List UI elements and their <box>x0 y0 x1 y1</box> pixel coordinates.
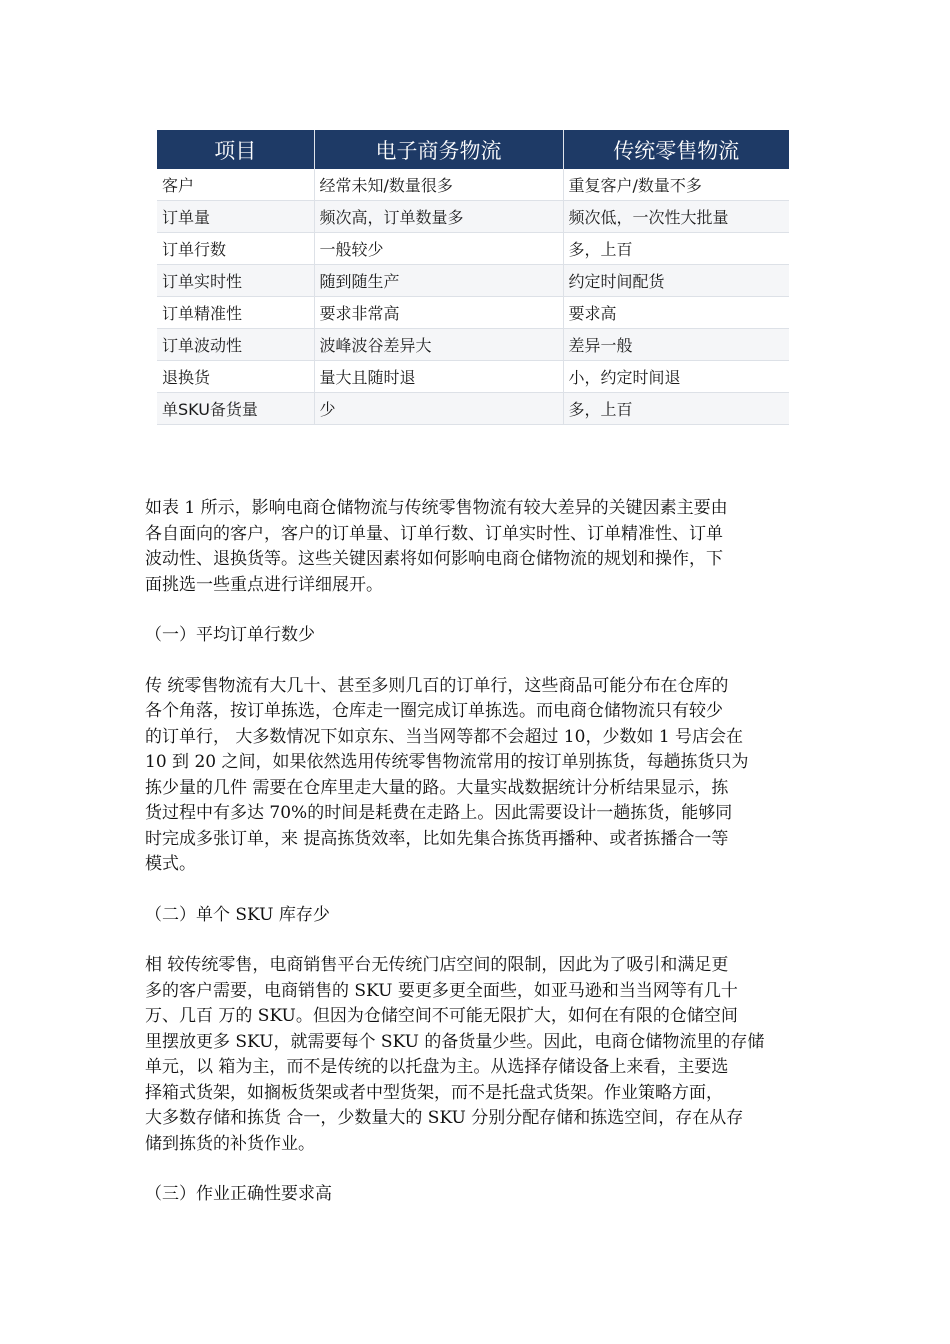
text-line: 大多数存储和拣货 合一，少数量大的 SKU 分别分配存储和拣选空间，存在从存 <box>145 1108 744 1128</box>
text-line: 时完成多张订单，来 提高拣货效率，比如先集合拣货再播种、或者拣播合一等 <box>145 828 729 849</box>
table-cell: 频次高，订单数量多 <box>314 201 563 233</box>
text-line: 储到拣货的补货作业。 <box>145 1133 315 1154</box>
text-line: 里摆放更多 SKU，就需要每个 SKU 的备货量少些。因此，电商仓储物流里的存储 <box>145 1031 765 1052</box>
text-line: 如表 1 所示，影响电商仓储物流与传统零售物流有较大差异的关键因素主要由 <box>145 498 728 518</box>
table-cell: 要求非常高 <box>314 297 563 329</box>
section1-paragraph <box>145 674 807 878</box>
table-cell: 重复客户/数量不多 <box>563 169 789 201</box>
table-row <box>157 393 789 425</box>
table-cell: 订单精准性 <box>157 297 314 329</box>
section-heading-1: （一）平均订单行数少 <box>145 625 315 645</box>
text-line: 面挑选一些重点进行详细展开。 <box>145 574 383 595</box>
text-line: 模式。 <box>145 854 196 874</box>
text-line: 择箱式货架，如搁板货架或者中型货架，而不是托盘式货架。作业策略方面， <box>145 1082 723 1103</box>
table-cell: 少 <box>314 393 563 425</box>
section-heading-2: （二）单个 SKU 库存少 <box>145 904 330 925</box>
text-line: 货过程中有多达 70%的时间是耗费在走路上。因此需要设计一趟拣货，能够同 <box>145 803 733 823</box>
table-cell: 订单量 <box>157 201 314 233</box>
table-cell: 一般较少 <box>314 233 563 265</box>
intro-paragraph <box>145 496 807 598</box>
table-cell: 订单实时性 <box>157 265 314 297</box>
text-line: 拣少量的几件 需要在仓库里走大量的路。大量实战数据统计分析结果显示，拣 <box>145 777 729 798</box>
table-cell: 频次低，一次性大批量 <box>563 201 789 233</box>
table-cell: 退换货 <box>157 361 314 393</box>
table-cell: 订单行数 <box>157 233 314 265</box>
text-line: 相 较传统零售，电商销售平台无传统门店空间的限制，因此为了吸引和满足更 <box>145 955 729 975</box>
table-cell: 订单波动性 <box>157 329 314 361</box>
table-header-row <box>157 130 789 169</box>
text-line: 多的客户需要，电商销售的 SKU 要更多更全面些，如亚马逊和当当网等有几十 <box>145 980 738 1001</box>
table-cell: 约定时间配货 <box>563 265 789 297</box>
comparison-table <box>157 130 789 425</box>
table-cell: 单SKU备货量 <box>157 393 314 425</box>
text-line: 传 统零售物流有大几十、甚至多则几百的订单行，这些商品可能分布在仓库的 <box>145 675 729 696</box>
text-line: 单元，以 箱为主，而不是传统的以托盘为主。从选择存储设备上来看，主要选 <box>145 1057 729 1077</box>
section-heading-3: （三）作业正确性要求高 <box>145 1184 332 1204</box>
text-line: 各自面向的客户，客户的订单量、订单行数、订单实时性、订单精准性、订单 <box>145 523 723 544</box>
section2-paragraph <box>145 953 807 1157</box>
table-row <box>157 233 789 265</box>
text-line: 波动性、退换货等。这些关键因素将如何影响电商仓储物流的规划和操作，下 <box>145 549 723 569</box>
text-line: 各个角落，按订单拣选，仓库走一圈完成订单拣选。而电商仓储物流只有较少 <box>145 701 723 721</box>
header-ecommerce-logistics: 电子商务物流 <box>314 130 563 169</box>
table-row <box>157 329 789 361</box>
table-cell: 差异一般 <box>563 329 789 361</box>
table-cell: 经常未知/数量很多 <box>314 169 563 201</box>
table-cell: 小，约定时间退 <box>563 361 789 393</box>
text-line: 的订单行， 大多数情况下如京东、当当网等都不会超过 10，少数如 1 号店会在 <box>145 726 744 747</box>
header-traditional-retail-logistics: 传统零售物流 <box>563 130 789 169</box>
table-cell: 客户 <box>157 169 314 201</box>
table-cell: 多，上百 <box>563 393 789 425</box>
table-row <box>157 361 789 393</box>
table-cell: 随到随生产 <box>314 265 563 297</box>
header-item: 项目 <box>157 130 314 169</box>
table-row <box>157 265 789 297</box>
table-cell: 要求高 <box>563 297 789 329</box>
table-cell: 波峰波谷差异大 <box>314 329 563 361</box>
table-cell: 量大且随时退 <box>314 361 563 393</box>
table-row <box>157 297 789 329</box>
table-row <box>157 201 789 233</box>
comparison-table-image <box>157 130 789 421</box>
text-line: 万、几百 万的 SKU。但因为仓储空间不可能无限扩大，如何在有限的仓储空间 <box>145 1006 738 1026</box>
table-cell: 多，上百 <box>563 233 789 265</box>
article-body <box>145 496 807 1233</box>
text-line: 10 到 20 之间，如果依然选用传统零售物流常用的按订单别拣货，每趟拣货只为 <box>145 752 749 772</box>
table-row <box>157 169 789 201</box>
